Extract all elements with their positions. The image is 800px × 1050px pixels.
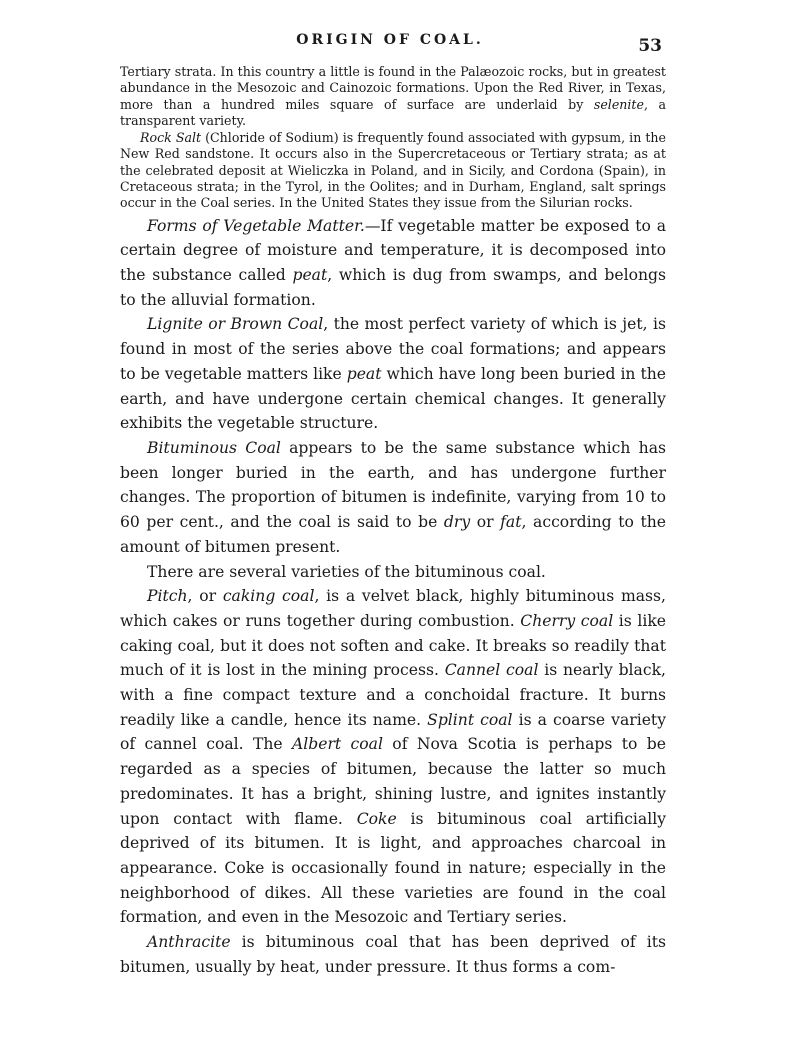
paragraph-lignite: Lignite or Brown Coal, the most perfect variety of which is jet, is found in most of the series above the coal formations; and appears to be vegetable matters like peat which have long been buried in the earth, and have undergone certain chemical changes. It generally exhibits the vegetable structure. [120,315,666,433]
page-number: 53 [638,36,662,56]
paragraph-bituminous-coal: Bituminous Coal appears to be the same substance which has been longer buried in the earth, and has undergone further changes. The proportion of bitumen is indefinite, varying from 10 to 60 per cent., and the coal is said to be dry or fat, according to the amount of bitumen present. [120,439,666,556]
running-header: ORIGIN OF COAL. [296,32,484,48]
paragraph-pitch-caking-coal: Pitch, or caking coal, is a velvet black, highly bituminous mass, which cakes or runs together during combustion. Cherry coal is like caking coal, but it does not soften and cake. It breaks so readily that much of it is lost in the mining process. Cannel coal is nearly black, with a fine compact texture and a conchoidal fracture. It burns readily like a candle, hence its name. Splint coal is a coarse variety of cannel coal. The Albert coal of Nova Scotia is perhaps to be regarded as a species of bitumen, because the latter so much predominates. It has a bright, shining lustre, and ignites instantly upon contact with flame. Coke is bituminous coal artificially deprived of its bitumen. It is light, and approaches charcoal in appearance. Coke is occasionally found in nature; especially in the neighborhood of dikes. All these varieties are found in the coal formation, and even in the Mesozoic and Tertiary series. [120,587,667,927]
paragraph-anthracite: Anthracite is bituminous coal that has been deprived of its bitumen, usually by heat, under pressure. It thus forms a com- [120,933,666,976]
paragraph-tertiary-strata: Tertiary strata. In this country a little is found in the Palæozoic rocks, but in greatest abundance in the Mesozoic and Cainozoic formations. Upon the Red River, in Texas, more than a hundred miles square of surface are underlaid by selenite, a transparent variety. [120,64,666,128]
paragraph-several-varieties: There are several varieties of the bituminous coal. [147,562,546,581]
page-body [120,64,666,979]
paragraph-rock-salt: Rock Salt (Chloride of Sodium) is frequently found associated with gypsum, in the New Red sandstone. It occurs also in the Supercretaceous or Tertiary strata; as at the celebrated deposit at Wieliczka in Poland, and in Sicily, and Cordona (Spain), in Cretaceous strata; in the Tyrol, in the Oolites; and in Durham, England, salt springs occur in the Coal series. In the United States they issue from the Silurian rocks. [120,130,666,211]
paragraph-forms-of-vegetable-matter: Forms of Vegetable Matter.—If vegetable matter be exposed to a certain degree of moisture and temperature, it is decomposed into the substance called peat, which is dug from swamps, and belongs to the alluvial formation. [120,216,666,309]
